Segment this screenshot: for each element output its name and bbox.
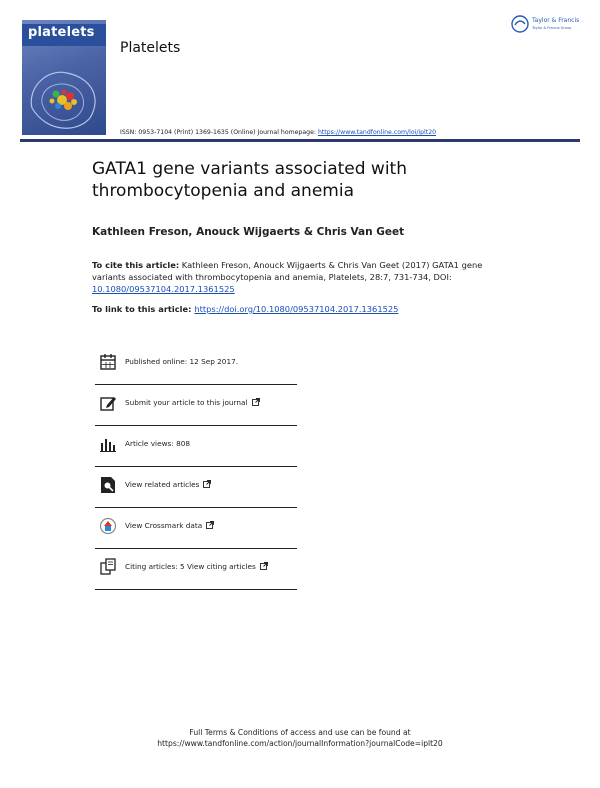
published-online-item — [95, 344, 297, 385]
article-title: GATA1 gene variants associated with thrombocytopenia and anemia — [92, 159, 407, 201]
cite-text: Kathleen Freson, Anouck Wijgaerts & Chris Van Geet (2017) GATA1 gene variants associated with thrombocytopenia and anemia, Platelets, 28:7, 731-734, DOI: — [92, 260, 483, 282]
journal-cover-image — [22, 20, 106, 135]
related-articles-label[interactable]: View related articles — [125, 480, 211, 490]
issn-line — [120, 129, 436, 136]
publisher-logo[interactable] — [510, 14, 586, 38]
external-link-icon — [260, 562, 268, 572]
submit-pencil-icon — [99, 394, 117, 412]
terms-link[interactable]: https://www.tandfonline.com/action/journalInformation?journalCode=iplt20 — [157, 739, 443, 748]
article-views-item — [95, 426, 297, 467]
citing-articles-label[interactable]: Citing articles: 5 View citing articles — [125, 562, 268, 572]
citing-icon — [99, 558, 117, 576]
publisher-logo-icon — [510, 14, 530, 34]
publisher-subtitle: Taylor & Francis Group — [532, 26, 572, 30]
crossmark-item[interactable] — [95, 508, 297, 549]
journal-name[interactable]: Platelets — [120, 40, 181, 56]
terms-footer — [0, 727, 600, 749]
issn-text: ISSN: 0953-7104 (Print) 1369-1635 (Online) Journal homepage: — [120, 129, 318, 136]
terms-text: Full Terms & Conditions of access and use can be found at — [189, 728, 411, 737]
published-online-label: Published online: 12 Sep 2017. — [125, 357, 239, 366]
submit-article-label[interactable]: Submit your article to this journal — [125, 398, 260, 408]
external-link-icon — [203, 480, 211, 490]
calendar-icon — [99, 353, 117, 371]
article-views-label: Article views: 808 — [125, 439, 191, 448]
crossmark-icon — [99, 517, 117, 535]
cite-doi-link[interactable]: 10.1080/09537104.2017.1361525 — [92, 284, 235, 294]
cover-illustration — [22, 48, 106, 135]
external-link-icon — [252, 398, 260, 408]
link-label: To link to this article: — [92, 304, 195, 314]
crossmark-label[interactable]: View Crossmark data — [125, 521, 214, 531]
publisher-name: Taylor & Francis — [532, 17, 580, 24]
related-articles-item[interactable] — [95, 467, 297, 508]
journal-homepage-link[interactable]: https://www.tandfonline.com/loi/iplt20 — [317, 129, 437, 136]
article-authors: Kathleen Freson, Anouck Wijgaerts & Chris Van Geet — [92, 226, 405, 238]
citation-block — [92, 259, 512, 295]
external-link-icon — [206, 521, 214, 531]
cover-logo-text: platelets — [28, 25, 95, 40]
related-search-icon — [99, 476, 117, 494]
cite-label: To cite this article: — [92, 260, 180, 270]
article-doi-link[interactable]: https://doi.org/10.1080/09537104.2017.1361525 — [194, 304, 399, 314]
bar-chart-icon — [99, 435, 117, 453]
citing-articles-item[interactable] — [95, 549, 297, 590]
submit-article-item[interactable] — [95, 385, 297, 426]
article-info-list — [95, 344, 297, 590]
header-divider — [20, 139, 580, 142]
link-block — [92, 304, 398, 314]
